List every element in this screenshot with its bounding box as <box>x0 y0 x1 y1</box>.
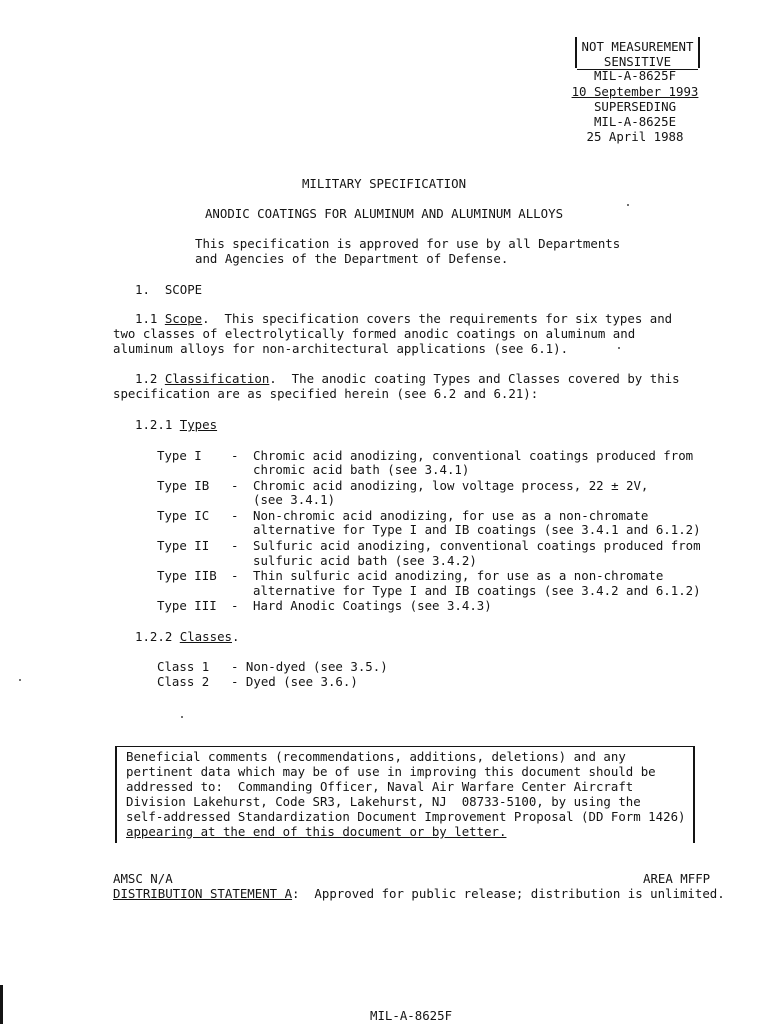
comments-line: self-addressed Standardization Document Improvement Proposal (DD Form 1426) <box>126 809 686 824</box>
type-label: Type IC <box>157 508 210 523</box>
superseded-id: MIL-A-8625E <box>593 114 677 129</box>
type-dash: - <box>231 538 239 553</box>
p121-title: Types <box>179 417 218 432</box>
comments-box <box>115 746 695 843</box>
comments-line: Division Lakehurst, Code SR3, Lakehurst, NJ 08733-5100, by using the <box>126 794 641 809</box>
scan-edge-mark <box>0 985 3 1024</box>
spec-subject-title: ANODIC COATINGS FOR ALUMINUM AND ALUMINUM ALLOYS <box>204 206 564 221</box>
p122-end: . <box>231 629 240 644</box>
type-label: Type III <box>157 598 217 613</box>
class-desc: - Non-dyed (see 3.5.) <box>231 659 388 674</box>
distribution-text: : Approved for public release; distribution is unlimited. <box>292 886 725 901</box>
measurement-sensitivity-box <box>575 37 700 68</box>
approval-line-1: This specification is approved for use by all Departments <box>195 236 621 251</box>
type-dash: - <box>231 598 239 613</box>
type-label: Type IIB <box>157 568 217 583</box>
distribution-statement <box>113 886 725 901</box>
class-label: Class 1 <box>157 659 210 674</box>
type-desc-line: alternative for Type I and IB coatings (see 3.4.2 and 6.1.2) <box>253 583 701 598</box>
type-desc-line: chromic acid bath (see 3.4.1) <box>253 462 470 477</box>
p11-number: 1.1 <box>135 311 165 326</box>
paragraph-1-2-line-2: specification are as specified herein (see 6.2 and 6.21): <box>113 386 539 401</box>
amsc-code: AMSC N/A <box>113 871 173 886</box>
paragraph-1-2-1-heading <box>135 417 217 432</box>
p12-number: 1.2 <box>135 371 165 386</box>
scan-speck <box>627 204 629 206</box>
p12-text-1: . The anodic coating Types and Classes covered by this <box>269 371 680 386</box>
type-desc-line: Sulfuric acid anodizing, conventional coatings produced from <box>253 538 701 553</box>
comments-line: addressed to: Commanding Officer, Naval Air Warfare Center Aircraft <box>126 779 634 794</box>
section-heading-scope: 1. SCOPE <box>135 282 203 297</box>
p12-title: Classification <box>164 371 270 386</box>
box-line-2: SENSITIVE <box>577 54 698 70</box>
type-dash: - <box>231 568 239 583</box>
type-dash: - <box>231 448 239 463</box>
type-desc-line: Chromic acid anodizing, low voltage process, 22 ± 2V, <box>253 478 649 493</box>
superseding-label: SUPERSEDING <box>593 99 677 114</box>
type-label: Type IB <box>157 478 210 493</box>
type-dash: - <box>231 478 239 493</box>
comments-line <box>126 824 506 839</box>
doc-date <box>560 84 710 99</box>
scan-speck <box>19 679 21 681</box>
p11-text-1: . This specification covers the requirements for six types and <box>202 311 673 326</box>
superseded-date: 25 April 1988 <box>586 129 684 144</box>
distribution-label: DISTRIBUTION STATEMENT A <box>113 886 293 901</box>
p122-number: 1.2.2 <box>135 629 180 644</box>
paragraph-1-1-line-1 <box>135 311 672 326</box>
class-desc: - Dyed (see 3.6.) <box>231 674 358 689</box>
box-line-1: NOT MEASUREMENT <box>581 39 694 54</box>
class-label: Class 2 <box>157 674 210 689</box>
type-desc-line: Chromic acid anodizing, conventional coatings produced from <box>253 448 694 463</box>
type-desc-line: Thin sulfuric acid anodizing, for use as a non-chromate <box>253 568 664 583</box>
spec-type-heading: MILITARY SPECIFICATION <box>301 176 467 191</box>
type-label: Type I <box>157 448 202 463</box>
doc-date-text: 10 September 1993 <box>571 84 699 99</box>
type-desc-line: alternative for Type I and IB coatings (see 3.4.1 and 6.1.2) <box>253 522 701 537</box>
area-code: AREA MFFP <box>643 871 711 886</box>
type-desc-line: Hard Anodic Coatings (see 3.4.3) <box>253 598 492 613</box>
type-desc-line: sulfuric acid bath (see 3.4.2) <box>253 553 477 568</box>
type-desc-line: Non-chromic acid anodizing, for use as a non-chromate <box>253 508 649 523</box>
paragraph-1-1-line-3: aluminum alloys for non-architectural applications (see 6.1). <box>113 341 569 356</box>
scan-speck <box>618 347 620 349</box>
paragraph-1-2-line-1 <box>135 371 680 386</box>
page-footer-id: MIL-A-8625F <box>370 1008 453 1023</box>
type-desc-line: (see 3.4.1) <box>253 492 336 507</box>
type-label: Type II <box>157 538 210 553</box>
comments-last-line: appearing at the end of this document or by letter. <box>126 824 507 839</box>
p11-title: Scope <box>164 311 203 326</box>
approval-line-2: and Agencies of the Department of Defense. <box>195 251 509 266</box>
type-dash: - <box>231 508 239 523</box>
p122-title: Classes <box>179 629 232 644</box>
comments-line: Beneficial comments (recommendations, additions, deletions) and any <box>126 749 626 764</box>
comments-line: pertinent data which may be of use in improving this document should be <box>126 764 656 779</box>
paragraph-1-2-2-heading <box>135 629 239 644</box>
paragraph-1-1-line-2: two classes of electrolytically formed anodic coatings on aluminum and <box>113 326 636 341</box>
scan-speck <box>181 716 183 718</box>
p121-number: 1.2.1 <box>135 417 180 432</box>
doc-id: MIL-A-8625F <box>593 68 677 83</box>
